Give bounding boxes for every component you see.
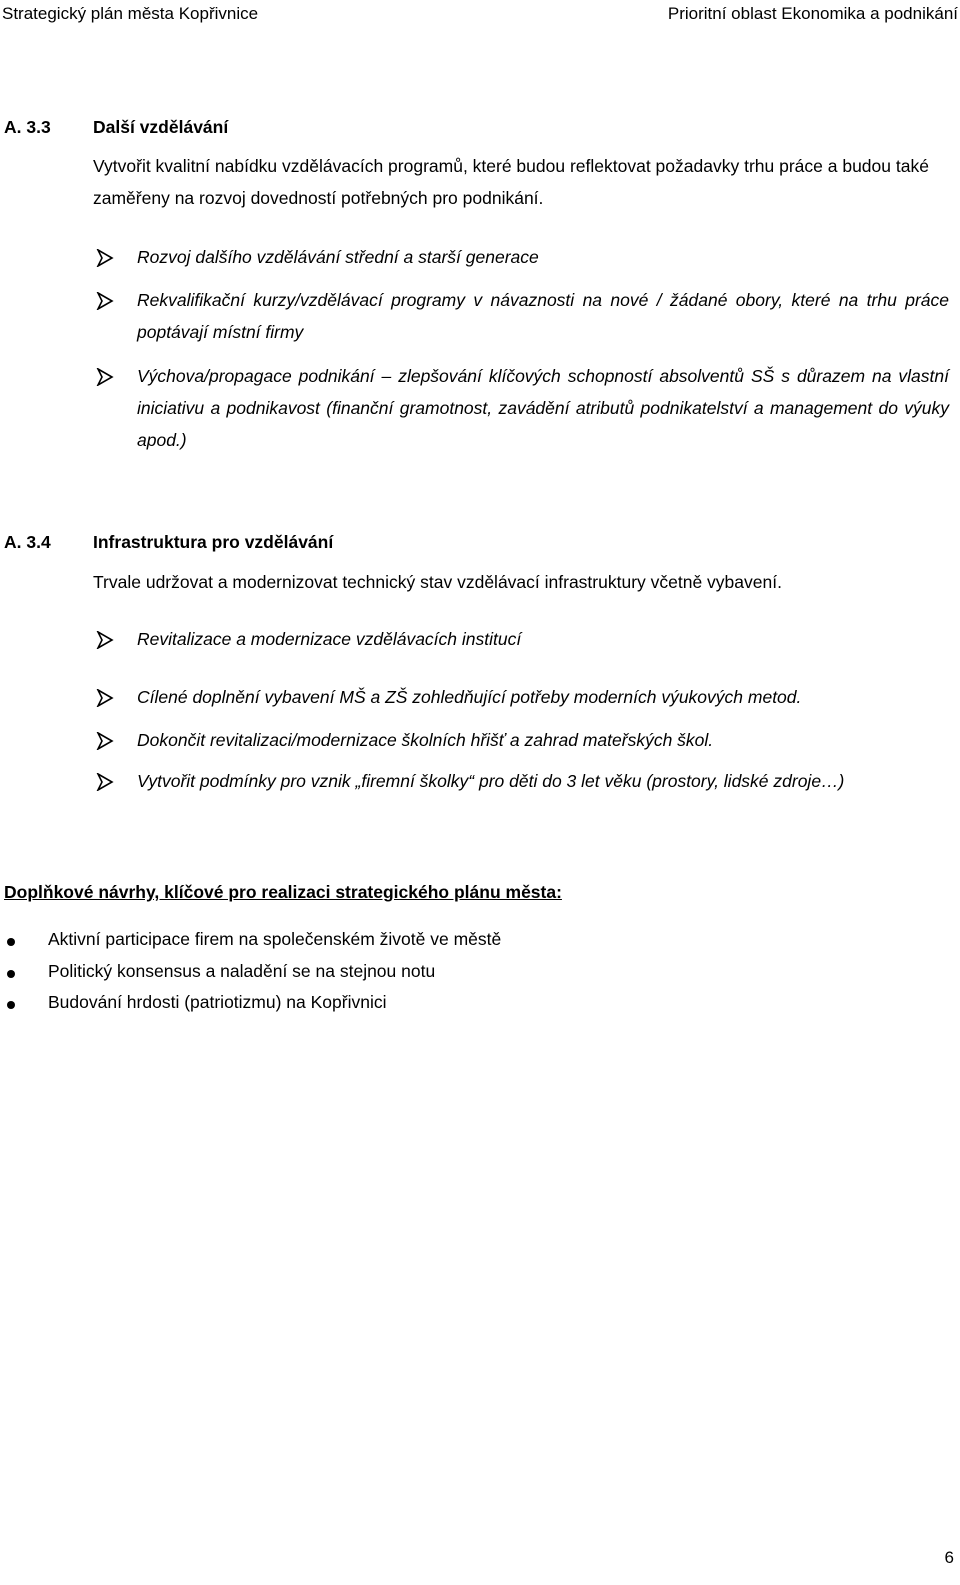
bullet-dot-icon (7, 970, 15, 978)
header-section-title: Prioritní oblast Ekonomika a podnikání (667, 4, 958, 23)
section-number: A. 3.4 (4, 532, 51, 552)
list-item: Výchova/propagace podnikání – zlepšování klíčových schopností absolventů SŠ s důrazem na vlastní iniciativu a podnikavost (finanční gramotnost, zavádění atributů podnikatelství a management do výuky apod.) (137, 366, 949, 450)
list-item: Politický konsensus a naladění se na stejnou notu (48, 961, 436, 981)
list-item: Aktivní participace firem na společenském životě ve městě (48, 929, 502, 949)
arrow-bullet-icon (96, 689, 114, 707)
list-item: Dokončit revitalizaci/modernizace školních hřišť a zahrad mateřských škol. (137, 730, 714, 750)
arrow-bullet-icon (96, 249, 114, 267)
arrow-bullet-icon (96, 631, 114, 649)
bullet-dot-icon (7, 1001, 15, 1009)
arrow-bullet-icon (96, 292, 114, 310)
section-title: Infrastruktura pro vzdělávání (93, 532, 334, 552)
additional-heading: Doplňkové návrhy, klíčové pro realizaci strategického plánu města: (4, 882, 562, 902)
list-item: Rekvalifikační kurzy/vzdělávací programy v návaznosti na nové / žádané obory, které na trhu práce poptávají místní firmy (137, 290, 949, 342)
page-number: 6 (944, 1548, 954, 1567)
section-number: A. 3.3 (4, 117, 51, 137)
list-item: Cílené doplnění vybavení MŠ a ZŠ zohledňující potřeby moderních výukových metod. (137, 687, 802, 707)
arrow-bullet-icon (96, 773, 114, 791)
list-item: Rozvoj dalšího vzdělávání střední a starší generace (137, 247, 539, 267)
arrow-bullet-icon (96, 732, 114, 750)
bullet-dot-icon (7, 938, 15, 946)
section-intro: Trvale udržovat a modernizovat technický stav vzdělávací infrastruktury včetně vybavení. (93, 572, 782, 592)
list-item: Revitalizace a modernizace vzdělávacích institucí (137, 629, 522, 649)
list-item: Budování hrdosti (patriotizmu) na Kopřivnici (48, 992, 387, 1012)
arrow-bullet-icon (96, 368, 114, 386)
list-item: Vytvořit podmínky pro vznik „firemní školky“ pro děti do 3 let věku (prostory, lidské zdroje…) (137, 771, 845, 791)
header-document-title: Strategický plán města Kopřivnice (2, 4, 259, 23)
section-title: Další vzdělávání (93, 117, 229, 137)
section-intro: Vytvořit kvalitní nabídku vzdělávacích programů, které budou reflektovat požadavky trhu práce a budou také zaměřeny na rozvoj dovedností potřebných pro podnikání. (93, 156, 929, 208)
